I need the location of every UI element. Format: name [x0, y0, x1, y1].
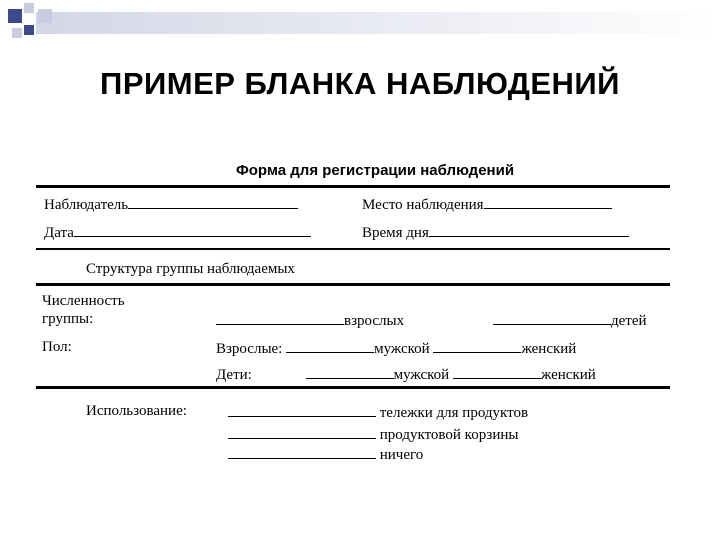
divider	[36, 283, 670, 286]
group-size-label-line1: Численность	[42, 293, 125, 309]
deco-square-light	[24, 3, 34, 13]
divider	[36, 248, 670, 250]
decorative-header-strip	[0, 0, 720, 48]
adults-female-blank[interactable]	[433, 340, 521, 353]
usage-label: Использование:	[86, 403, 187, 419]
observer-blank[interactable]	[128, 196, 298, 209]
time-blank[interactable]	[429, 224, 629, 237]
children-female-blank[interactable]	[453, 366, 541, 379]
slide-title: ПРИМЕР БЛАНКА НАБЛЮДЕНИЙ	[100, 66, 620, 101]
nothing-blank[interactable]	[228, 446, 376, 459]
basket-blank[interactable]	[228, 426, 376, 439]
group-structure-label: Структура группы наблюдаемых	[86, 261, 295, 277]
deco-square-light	[38, 9, 52, 23]
group-size-label-line2: группы:	[42, 311, 94, 327]
adults-count-blank[interactable]	[216, 312, 344, 325]
carts-blank[interactable]	[228, 404, 376, 417]
male-label: мужской	[374, 341, 430, 357]
children-row-label: Дети:	[216, 367, 252, 383]
usage-option-carts	[228, 404, 528, 421]
place-blank[interactable]	[484, 196, 612, 209]
children-label: детей	[611, 313, 647, 329]
male-label: мужской	[393, 367, 450, 383]
children-male-blank[interactable]	[306, 366, 394, 379]
time-label: Время дня	[362, 225, 429, 241]
place-field	[362, 196, 612, 213]
option-nothing-label: ничего	[379, 447, 424, 463]
divider	[36, 185, 670, 188]
date-blank[interactable]	[74, 224, 311, 237]
deco-square-light	[12, 28, 22, 38]
time-field	[362, 224, 629, 241]
adults-row-label: Взрослые:	[216, 341, 283, 357]
children-sex-row	[216, 366, 596, 383]
observer-field	[44, 196, 298, 213]
female-label: женский	[521, 341, 577, 357]
adults-sex-row	[216, 340, 576, 357]
date-field	[44, 224, 311, 241]
divider	[36, 386, 670, 389]
option-carts-label: тележки для продуктов	[379, 405, 529, 421]
observer-label: Наблюдатель	[44, 197, 129, 213]
adults-male-blank[interactable]	[286, 340, 374, 353]
place-label: Место наблюдения	[362, 197, 484, 213]
usage-option-basket	[228, 426, 518, 443]
usage-option-nothing	[228, 446, 423, 463]
female-label: женский	[540, 367, 596, 383]
option-basket-label: продуктовой корзины	[379, 427, 519, 443]
form-title: Форма для регистрации наблюдений	[235, 162, 515, 179]
adults-count-field	[216, 312, 404, 329]
sex-label: Пол:	[42, 339, 72, 355]
children-count-blank[interactable]	[493, 312, 611, 325]
observation-form	[0, 158, 720, 478]
deco-square-dark	[24, 25, 34, 35]
deco-square-dark	[8, 9, 22, 23]
date-label: Дата	[44, 225, 74, 241]
adults-label: взрослых	[344, 313, 405, 329]
children-count-field	[493, 312, 647, 329]
